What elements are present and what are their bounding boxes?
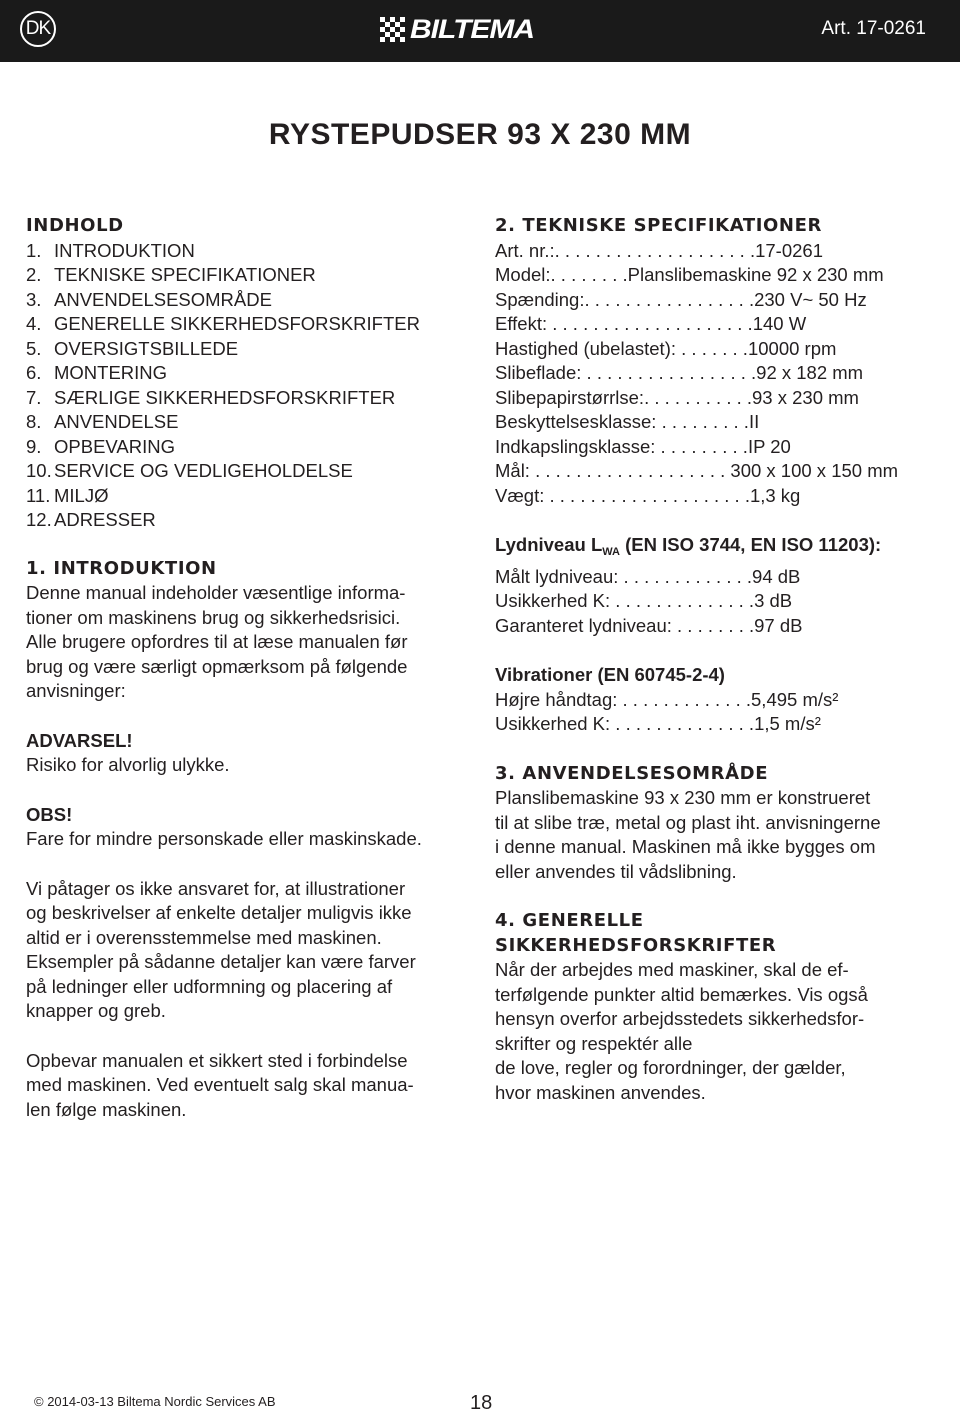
- spec-row: Slibepapirstørrlse:. . . . . . . . . . .93 x 230 mm: [495, 386, 859, 408]
- toc-item-label: ADRESSER: [54, 509, 156, 530]
- notice-label: OBS!: [26, 803, 73, 825]
- vibration-heading: Vibrationer (EN 60745-2-4): [495, 664, 725, 685]
- toc-item-label: SÆRLIGE SIKKERHEDSFORSKRIFTER: [54, 386, 396, 408]
- toc-item: [26, 435, 466, 460]
- text-line: skrifter og respektér alle: [495, 1032, 693, 1054]
- text-line: altid er i overensstemmelse med maskinen.: [26, 926, 382, 948]
- text-line: len følge maskinen.: [26, 1098, 187, 1120]
- toc-item-number: 1.: [26, 239, 42, 261]
- text-line: knapper og greb.: [26, 1000, 166, 1021]
- toc-item-number: 11.: [26, 484, 51, 506]
- safety-heading-line: 4. GENERELLE: [495, 910, 644, 931]
- footer: [0, 1386, 960, 1414]
- spec-row: Mål: . . . . . . . . . . . . . . . . . . . 300 x 100 x 150 mm: [495, 460, 899, 481]
- noise-heading-text: Lydniveau L: [495, 534, 603, 555]
- toc-item-label: ANVENDELSE: [54, 411, 179, 432]
- text-line: Vi påtager os ikke ansvaret for, at illustrationer: [26, 877, 406, 899]
- toc-item: [26, 508, 466, 533]
- noise-row: Garanteret lydniveau: . . . . . . . .97 dB: [495, 614, 803, 636]
- text-line: Denne manual indeholder væsentlige informa-: [26, 582, 406, 603]
- noise-heading: [495, 533, 935, 565]
- text-line: hvor maskinen anvendes.: [495, 1081, 706, 1103]
- biltema-logo: [380, 15, 534, 45]
- toc-item: [26, 288, 466, 313]
- toc-item-label: TEKNISKE SPECIFIKATIONER: [54, 264, 316, 285]
- spec-row: Art. nr.:. . . . . . . . . . . . . . . . . . . .17-0261: [495, 239, 823, 261]
- toc-item-label: MONTERING: [54, 362, 168, 383]
- toc-item: [26, 361, 466, 386]
- notice-text: Fare for mindre personskade eller maskinskade.: [26, 828, 422, 849]
- toc-item-label: INTRODUKTION: [54, 239, 195, 261]
- toc-item: [26, 263, 466, 288]
- text-line: på ledninger eller udformning og placering af: [26, 975, 393, 997]
- text-line: eller anvendes til vådslibning.: [495, 860, 737, 882]
- warning-text: Risiko for alvorlig ulykke.: [26, 754, 230, 775]
- storage-paragraph: [26, 1049, 466, 1123]
- toc-item-number: 2.: [26, 264, 42, 285]
- toc-item: [26, 337, 466, 362]
- spec-list: [495, 239, 935, 509]
- text-line: tioner om maskinens brug og sikkerhedsrisici.: [26, 606, 401, 628]
- text-line: Alle brugere opfordres til at læse manualen før: [26, 631, 408, 652]
- text-line: de love, regler og forordninger, der gælder,: [495, 1057, 846, 1078]
- vibration-row: Usikkerhed K: . . . . . . . . . . . . . .1,5 m/s²: [495, 713, 821, 734]
- toc-item-label: OVERSIGTSBILLEDE: [54, 337, 239, 359]
- usage-paragraph: [495, 786, 935, 884]
- toc-item-label: OPBEVARING: [54, 435, 175, 457]
- section-heading-usage: 3. ANVENDELSESOMRÅDE: [495, 762, 769, 784]
- left-column: [26, 214, 466, 1122]
- article-number: Art. 17-0261: [821, 18, 926, 39]
- spec-row: Vægt: . . . . . . . . . . . . . . . . . . . .1,3 kg: [495, 484, 801, 506]
- toc-item-number: 8.: [26, 411, 42, 432]
- toc-item-number: 6.: [26, 362, 42, 383]
- toc-item: [26, 459, 466, 484]
- toc-item: [26, 484, 466, 509]
- toc-item-number: 3.: [26, 288, 42, 310]
- text-line: med maskinen. Ved eventuelt salg skal manua-: [26, 1074, 414, 1095]
- document-title: RYSTEPUDSER 93 X 230 MM: [268, 118, 692, 151]
- spec-row: Effekt: . . . . . . . . . . . . . . . . . . . .140 W: [495, 313, 807, 334]
- safety-heading-line: SIKKERHEDSFORSKRIFTER: [495, 934, 777, 956]
- toc-item-number: 9.: [26, 435, 42, 457]
- brand-name: BILTEMA: [410, 14, 535, 45]
- noise-heading-standards: (EN ISO 3744, EN ISO 11203):: [620, 534, 882, 555]
- text-line: hensyn overfor arbejdsstedets sikkerhedsfor-: [495, 1008, 865, 1029]
- spec-row: Slibeflade: . . . . . . . . . . . . . . . . .92 x 182 mm: [495, 362, 864, 383]
- text-line: terfølgende punkter altid bemærkes. Vis også: [495, 983, 868, 1005]
- noise-row: Usikkerhed K: . . . . . . . . . . . . . .3 dB: [495, 590, 793, 611]
- text-line: Opbevar manualen et sikkert sted i forbindelse: [26, 1049, 408, 1071]
- language-badge: DK: [20, 11, 56, 47]
- page-number: 18: [470, 1392, 493, 1414]
- header-bar: [0, 0, 960, 62]
- safety-paragraph: [495, 958, 935, 1105]
- right-column: [495, 214, 935, 1105]
- text-line: anvisninger:: [26, 680, 126, 701]
- toc-item: [26, 239, 466, 264]
- toc-item-label: GENERELLE SIKKERHEDSFORSKRIFTER: [54, 313, 420, 334]
- spec-row: Spænding:. . . . . . . . . . . . . . . . .230 V~ 50 Hz: [495, 288, 867, 310]
- text-line: i denne manual. Maskinen må ikke bygges om: [495, 836, 876, 857]
- text-line: til at slibe træ, metal og plast iht. anvisningerne: [495, 811, 881, 833]
- toc-item: [26, 386, 466, 411]
- toc-item-label: SERVICE OG VEDLIGEHOLDELSE: [54, 460, 353, 481]
- noise-heading-subscript: WA: [602, 546, 620, 558]
- spec-row: Beskyttelsesklasse: . . . . . . . . .II: [495, 411, 760, 432]
- toc-item-label: MILJØ: [54, 484, 109, 506]
- spec-row: Model:. . . . . . . .Planslibemaskine 92 x 230 mm: [495, 264, 884, 285]
- checkered-flag-icon: [380, 17, 408, 43]
- text-line: Når der arbejdes med maskiner, skal de ef-: [495, 959, 849, 980]
- text-line: brug og være særligt opmærksom på følgende: [26, 655, 408, 677]
- section-heading-introduction: 1. INTRODUKTION: [26, 557, 217, 579]
- toc-item-label: ANVENDELSESOMRÅDE: [54, 288, 272, 310]
- text-line: Planslibemaskine 93 x 230 mm er konstrueret: [495, 787, 871, 808]
- section-heading-specifications: 2. TEKNISKE SPECIFIKATIONER: [495, 215, 822, 236]
- disclaimer-paragraph: [26, 877, 466, 1024]
- toc-list: [26, 239, 466, 533]
- noise-row: Målt lydniveau: . . . . . . . . . . . . .94 dB: [495, 565, 801, 587]
- spec-row: Indkapslingsklasse: . . . . . . . . .IP 20: [495, 435, 791, 457]
- toc-item-number: 7.: [26, 386, 42, 408]
- toc-item-number: 5.: [26, 337, 42, 359]
- spec-row: Hastighed (ubelastet): . . . . . . .10000 rpm: [495, 337, 837, 359]
- intro-paragraph: [26, 581, 466, 704]
- toc-heading: INDHOLD: [26, 215, 124, 236]
- toc-item-number: 10.: [26, 460, 52, 481]
- section-heading-safety: [495, 909, 935, 958]
- text-line: og beskrivelser af enkelte detaljer muligvis ikke: [26, 902, 412, 923]
- vibration-row: Højre håndtag: . . . . . . . . . . . . .5,495 m/s²: [495, 688, 839, 710]
- copyright-text: © 2014-03-13 Biltema Nordic Services AB: [34, 1394, 276, 1409]
- warning-label: ADVARSEL!: [26, 729, 133, 751]
- toc-item: [26, 410, 466, 435]
- text-line: Eksempler på sådanne detaljer kan være farver: [26, 951, 416, 972]
- toc-item-number: 4.: [26, 313, 42, 334]
- toc-item-number: 12.: [26, 509, 52, 530]
- toc-item: [26, 312, 466, 337]
